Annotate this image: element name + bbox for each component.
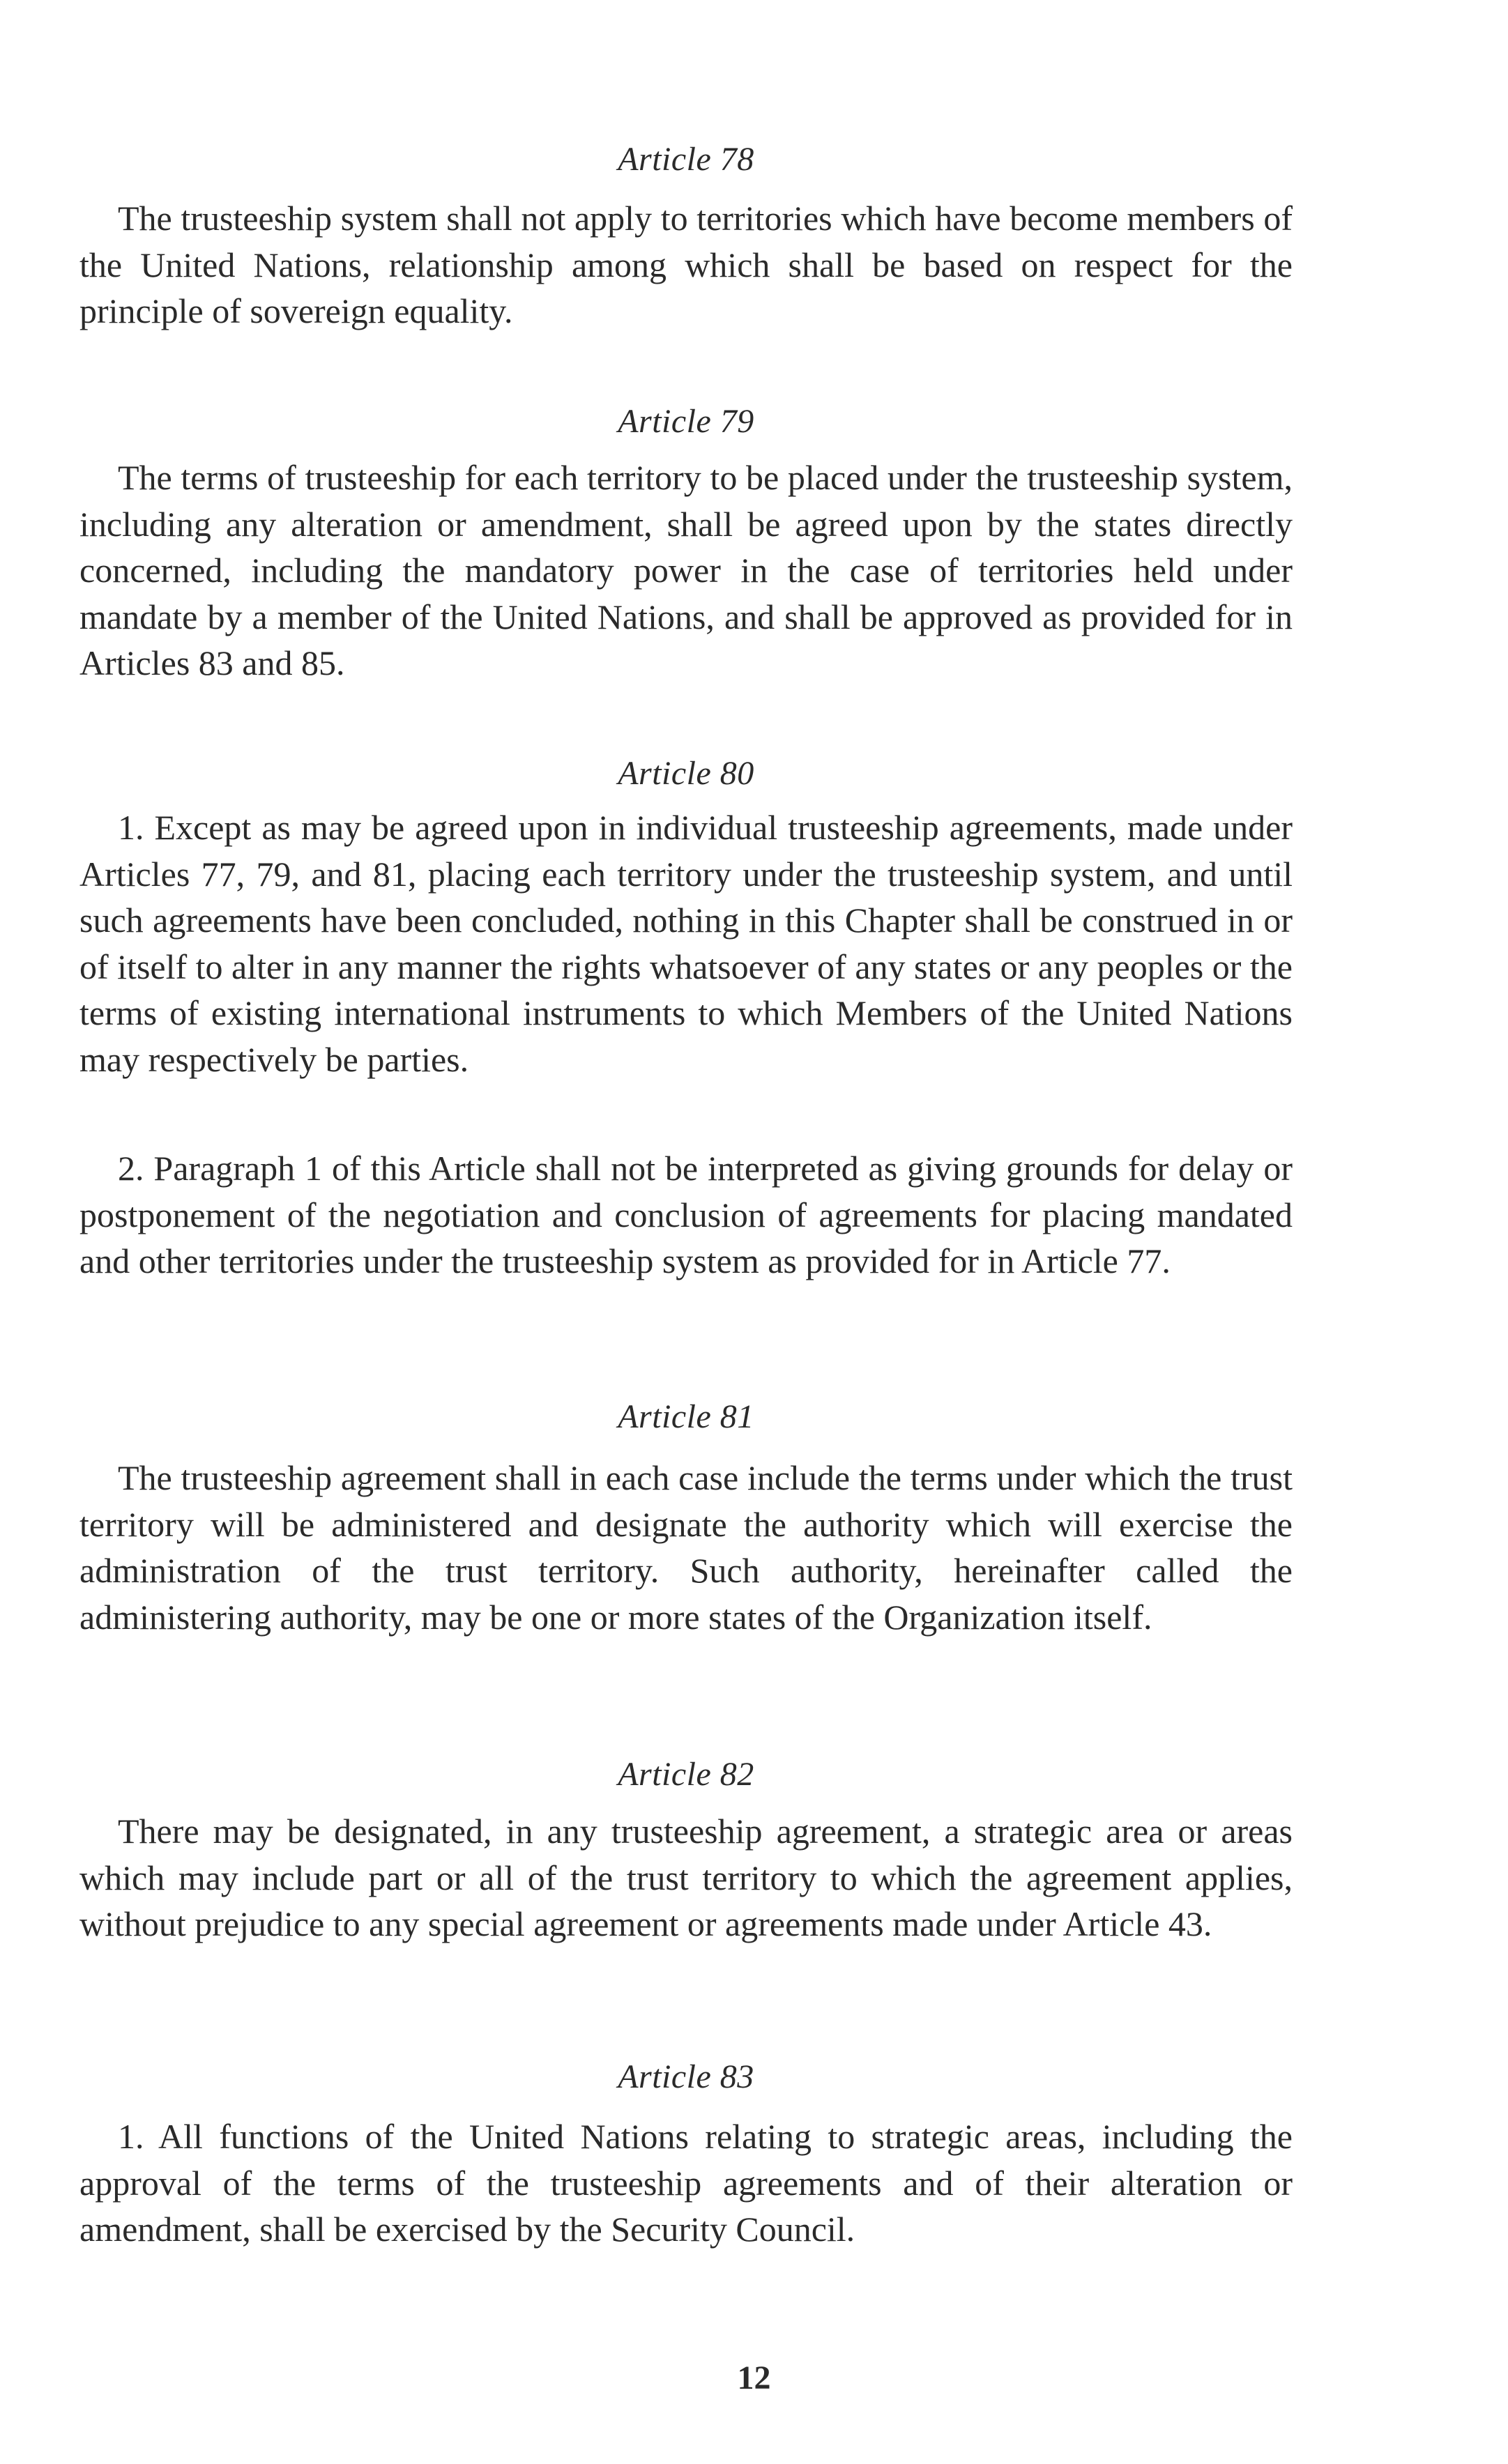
- article-heading: Article 81: [618, 1398, 754, 1435]
- article-paragraph: 1. Except as may be agreed upon in individual trusteeship agreements, made under Articles 77, 79, and 81, placing each territory under the trusteeship system, and until such agreements have been concluded, nothing in this Chapter shall be construed in or of itself to alter in any manner the rights whatsoever of any states or any peoples or the terms of existing international instruments to which Members of the United Nations may respectively be parties.: [79, 808, 1293, 1079]
- article-heading: Article 80: [618, 755, 754, 792]
- page-number: 12: [737, 2359, 771, 2396]
- article-paragraph: There may be designated, in any trusteeship agreement, a strategic area or areas which may include part or all of the trust territory to which the agreement applies, without prejudice to any special agreement or agreements made under Article 43.: [79, 1812, 1293, 1943]
- article-paragraph: The trusteeship agreement shall in each case include the terms under which the trust territory will be administered and designate the authority which will exercise the administration of the trust territory. Such authority, hereinafter called the administering authority, may be one or more states of the Organization itself.: [79, 1458, 1293, 1637]
- article-heading: Article 83: [618, 2058, 754, 2095]
- article-paragraph: The trusteeship system shall not apply to territories which have become members of the United Nations, relationship among which shall be based on respect for the principle of sovereign equality.: [79, 199, 1293, 330]
- article-paragraph: 1. All functions of the United Nations relating to strategic areas, including the approval of the terms of the trusteeship agreements and of their alteration or amendment, shall be exercised by the Security Council.: [79, 2117, 1293, 2249]
- article-heading: Article 82: [618, 1756, 754, 1793]
- article-paragraph: 2. Paragraph 1 of this Article shall not be interpreted as giving grounds for delay or postponement of the negotiation and conclusion of agreements for placing mandated and other territories under the trusteeship system as provided for in Article 77.: [79, 1149, 1293, 1280]
- article-heading: Article 79: [618, 403, 754, 440]
- article-heading: Article 78: [618, 141, 754, 178]
- article-paragraph: The terms of trusteeship for each territory to be placed under the trusteeship system, including any alteration or amendment, shall be agreed upon by the states directly concerned, including the mandatory power in the case of territories held under mandate by a member of the United Nations, and shall be approved as provided for in Articles 83 and 85.: [79, 458, 1293, 682]
